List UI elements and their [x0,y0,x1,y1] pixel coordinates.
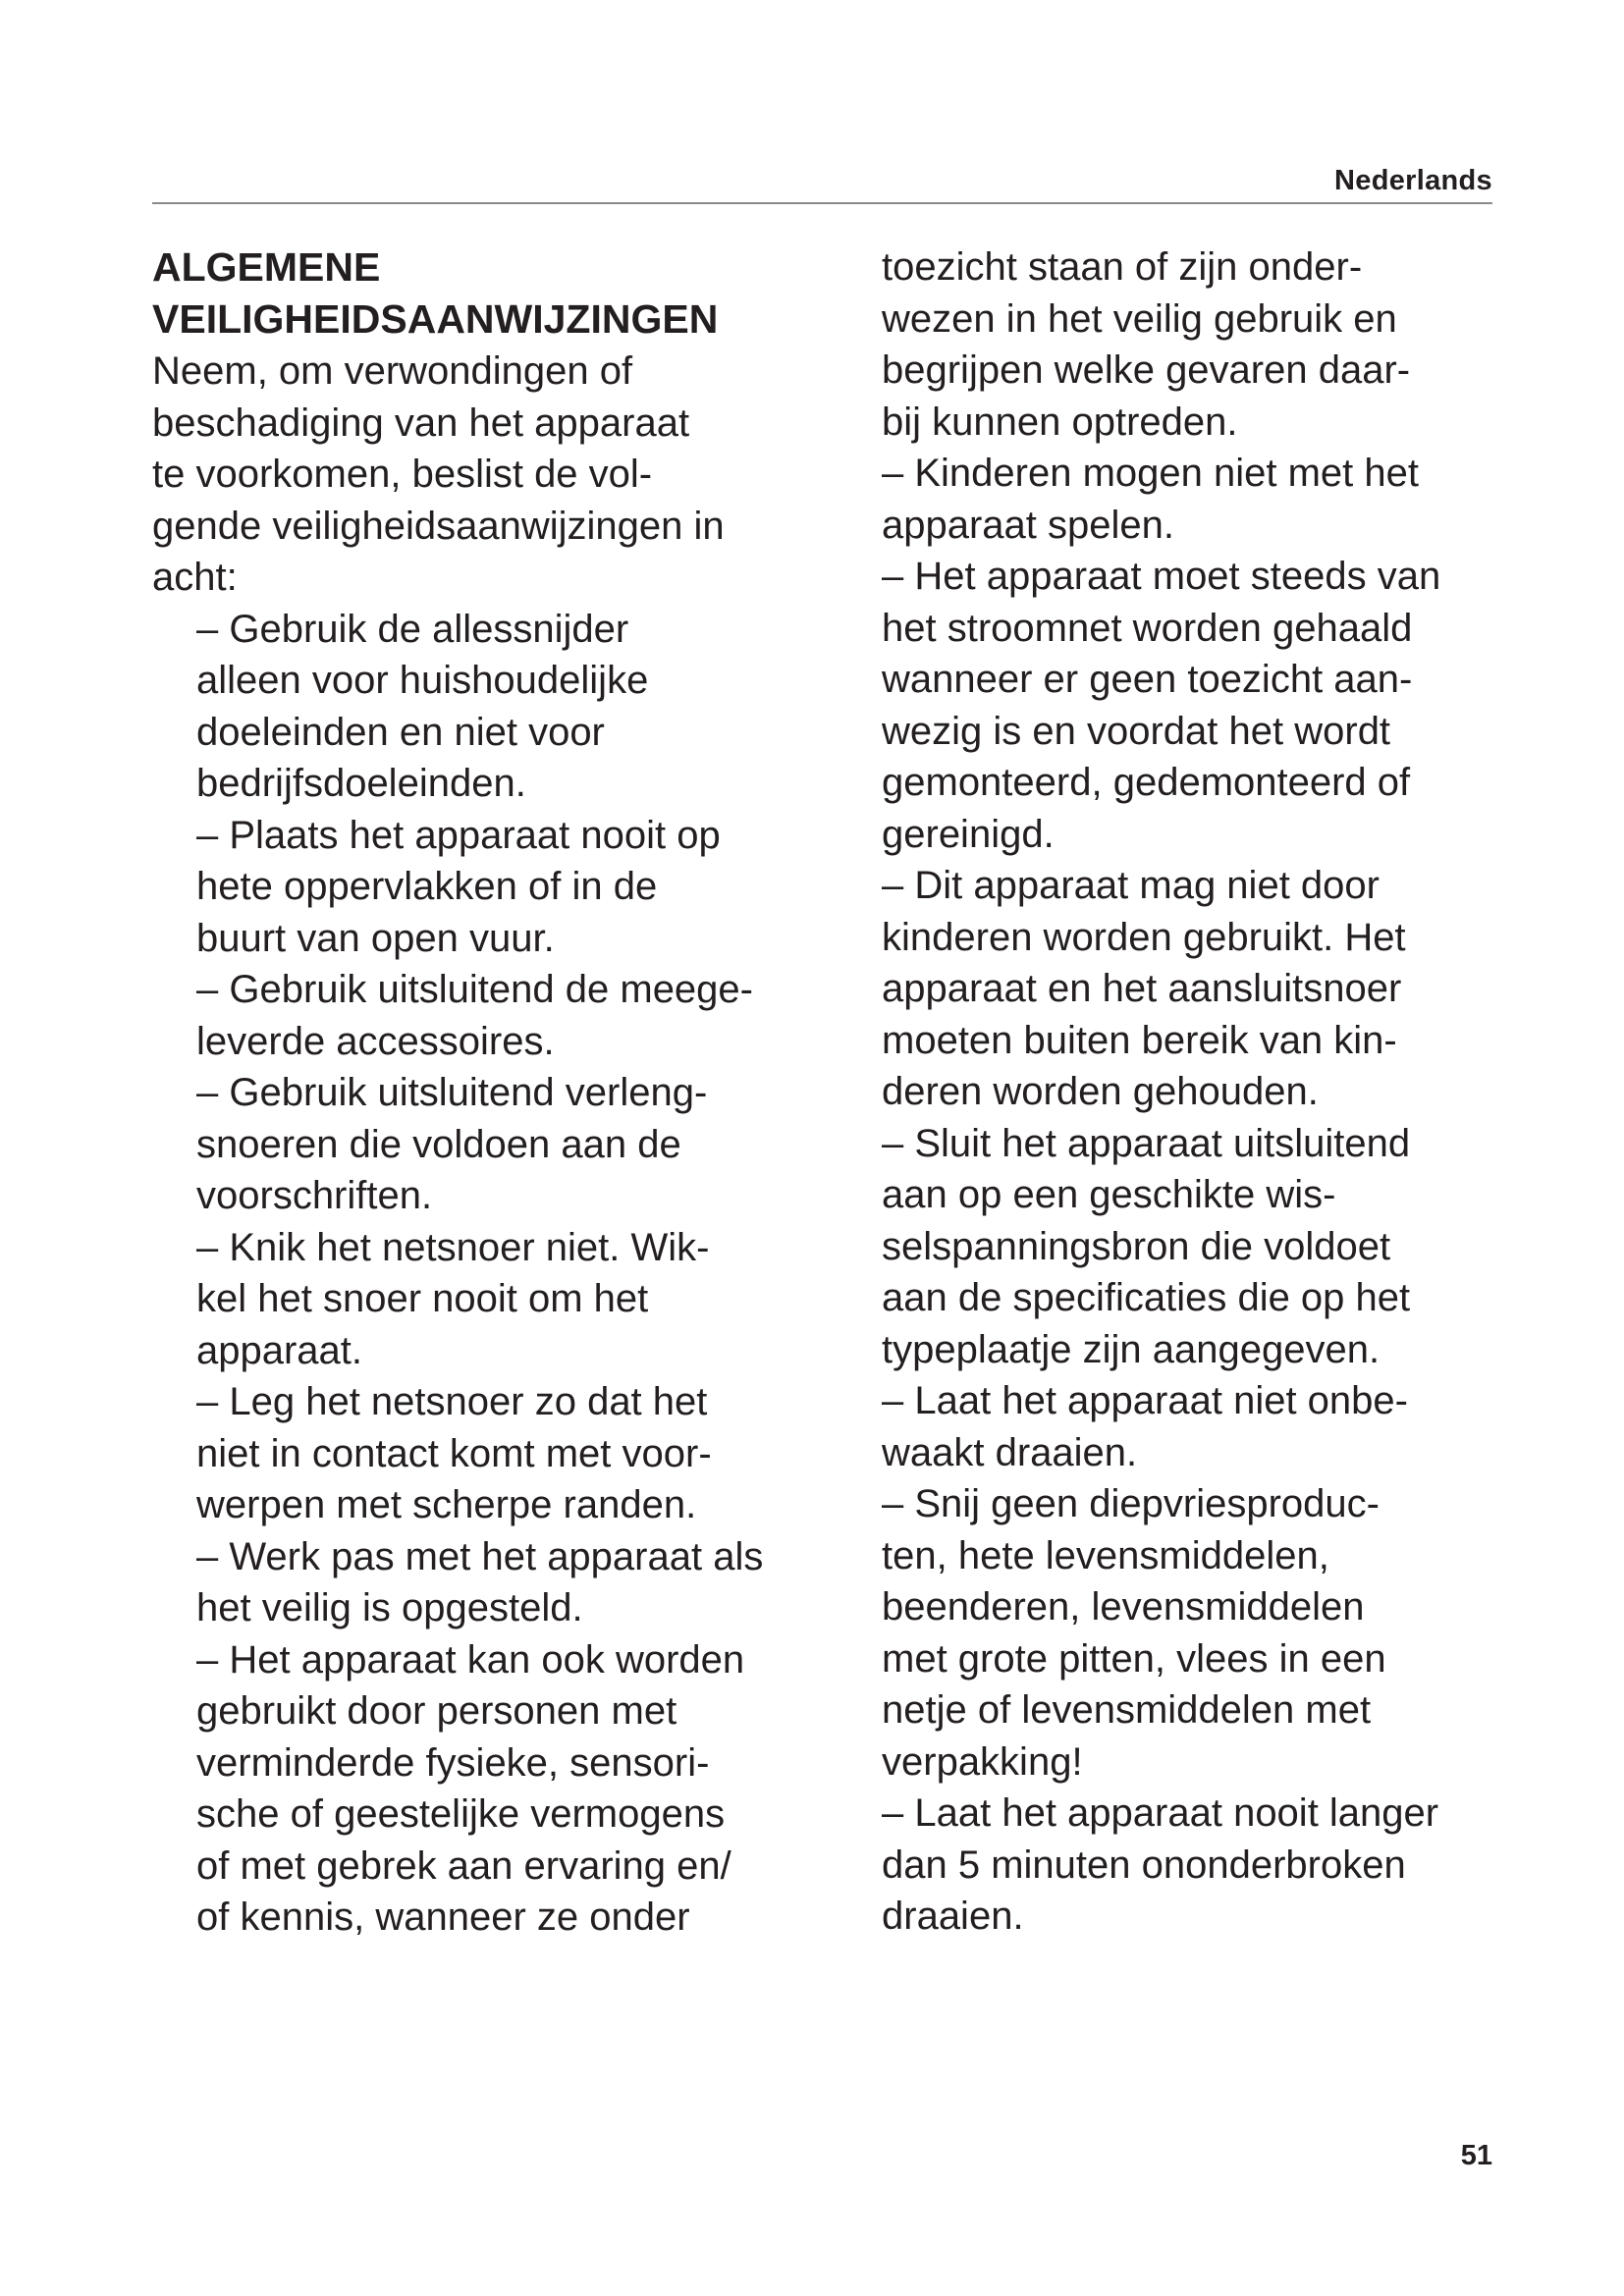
text-line: voorschriften. [196,1174,433,1217]
text-line: gereinigd. [882,812,1055,856]
text-line: apparaat en het aansluitsnoer [882,967,1402,1010]
text-line: beschadiging van het apparaat [152,400,690,445]
text-line: – Sluit het apparaat uitsluitend [882,1121,1411,1165]
text-line: – Het apparaat moet steeds van [882,555,1441,598]
right-column [882,241,1510,1943]
text-line: hete oppervlakken of in de [196,865,658,908]
text-line: netje of levensmiddelen met [882,1688,1372,1732]
text-line: – Gebruik uitsluitend de meege- [196,968,753,1011]
text-line: gemonteerd, gedemonteerd of [882,761,1411,804]
text-line: het stroomnet worden gehaald [882,606,1413,650]
text-line: buurt van open vuur. [196,916,555,960]
text-line: Neem, om verwondingen of [152,349,633,393]
text-line: werpen met scherpe randen. [196,1483,697,1526]
heading-line: ALGEMENE [152,244,381,290]
text-line: – Plaats het apparaat nooit op [196,813,721,857]
text-line: doeleinden en niet voor [196,710,605,754]
text-line: kinderen worden gebruikt. Het [882,915,1406,959]
text-line: wezig is en voordat het wordt [882,709,1391,753]
safety-instruction-list [152,604,839,1944]
text-line: – Gebruik uitsluitend verleng- [196,1071,708,1114]
text-line: deren worden gehouden. [882,1070,1319,1113]
text-line: toezicht staan of zijn onder- [882,245,1363,289]
text-line: te voorkomen, beslist de vol- [152,453,653,496]
text-line: selspanningsbron die voldoet [882,1224,1391,1268]
left-column [152,241,839,1944]
text-line: – Leg het netsnoer zo dat het [196,1380,708,1423]
text-line: wanneer er geen toezicht aan- [882,658,1413,701]
text-line: – Het apparaat kan ook worden [196,1637,745,1682]
text-line: – Werk pas met het apparaat als [196,1534,764,1578]
text-line: verminderde fysieke, sensori- [196,1740,710,1785]
text-line: apparaat spelen. [882,503,1175,547]
text-line: – Kinderen mogen niet met het [882,452,1420,495]
text-line: wezen in het veilig gebruik en [882,296,1397,341]
text-line: draaien. [882,1895,1024,1938]
text-line: het veilig is opgesteld. [196,1586,583,1629]
text-line: – Snij geen diepvriesproduc- [882,1482,1380,1525]
text-line: leverde accessoires. [196,1019,555,1063]
text-line: apparaat. [196,1328,363,1372]
text-line: of kennis, wanneer ze onder [196,1896,690,1939]
text-line: sche of geestelijke vermogens [196,1792,726,1836]
text-line: alleen voor huishoudelijke [196,659,649,702]
heading-line: VEILIGHEIDSAANWIJZINGEN [152,296,719,342]
header-language-label: Nederlands [1334,165,1492,196]
text-line: of met gebrek aan ervaring en/ [196,1843,731,1888]
text-line: – Laat het apparaat niet onbe- [882,1379,1408,1422]
intro-paragraph [152,346,839,604]
text-line: ten, hete levensmiddelen, [882,1533,1329,1577]
text-line: snoeren die voldoen aan de [196,1122,681,1166]
text-line: acht: [152,556,238,599]
text-line: met grote pitten, vlees in een [882,1636,1386,1681]
text-line: – Gebruik de allessnijder [196,607,629,651]
text-line: verpakking! [882,1739,1083,1784]
page-number: 51 [1460,2140,1492,2171]
text-line: – Knik het netsnoer niet. Wik- [196,1225,710,1269]
text-line: beenderen, levensmiddelen [882,1585,1365,1629]
text-line: aan de specificaties die op het [882,1276,1411,1319]
text-line: niet in contact komt met voor- [196,1431,712,1475]
text-line: bedrijfsdoeleinden. [196,762,526,805]
text-line: aan op een geschikte wis- [882,1173,1336,1216]
text-line: dan 5 minuten ononderbroken [882,1842,1406,1887]
text-line: gende veiligheidsaanwijzingen in [152,504,725,548]
text-line: typeplaatje zijn aangegeven. [882,1327,1380,1371]
text-line: waakt draaien. [882,1430,1138,1474]
text-line: moeten buiten bereik van kin- [882,1018,1397,1062]
section-heading [152,241,839,346]
text-line: gebruikt door personen met [196,1689,677,1733]
text-line: begrijpen welke gevaren daar- [882,348,1411,392]
header-divider [152,202,1492,204]
text-line: bij kunnen optreden. [882,400,1238,444]
text-line: – Dit apparaat mag niet door [882,864,1380,907]
text-line: kel het snoer nooit om het [196,1277,649,1320]
text-line: – Laat het apparaat nooit langer [882,1791,1439,1835]
